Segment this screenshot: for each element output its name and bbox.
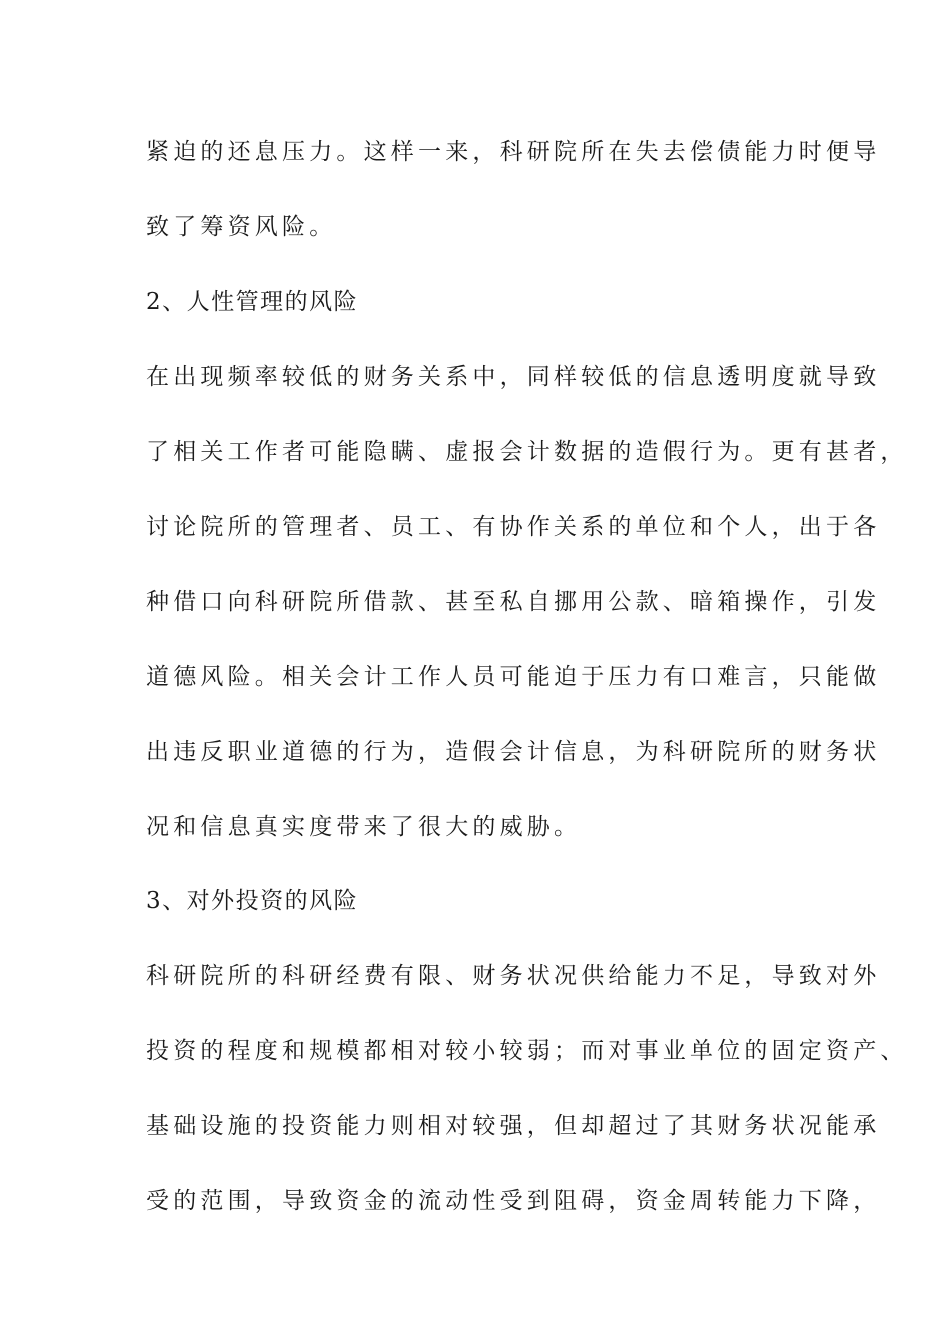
paragraph-line: 况和信息真实度带来了很大的威胁。 (146, 814, 582, 840)
paragraph-line: 投资的程度和规模都相对较小较弱；而对事业单位的固定资产、 (146, 1038, 908, 1064)
paragraph-line: 受的范围，导致资金的流动性受到阻碍，资金周转能力下降， (146, 1188, 881, 1214)
paragraph-line: 紧迫的还息压力。这样一来，科研院所在失去偿债能力时便导 (146, 139, 881, 165)
paragraph-line: 道德风险。相关会计工作人员可能迫于压力有口难言，只能做 (146, 664, 881, 690)
paragraph-line: 讨论院所的管理者、员工、有协作关系的单位和个人，出于各 (146, 514, 881, 540)
paragraph-line: 了相关工作者可能隐瞒、虚报会计数据的造假行为。更有甚者， (146, 439, 908, 465)
section-heading: 3、对外投资的风险 (146, 888, 359, 914)
paragraph-line: 基础设施的投资能力则相对较强，但却超过了其财务状况能承 (146, 1113, 881, 1139)
paragraph-line: 致了筹资风险。 (146, 214, 337, 240)
paragraph-line: 科研院所的科研经费有限、财务状况供给能力不足，导致对外 (146, 963, 881, 989)
paragraph-line: 种借口向科研院所借款、甚至私自挪用公款、暗箱操作，引发 (146, 589, 881, 615)
paragraph-line: 出违反职业道德的行为，造假会计信息，为科研院所的财务状 (146, 739, 881, 765)
paragraph-line: 在出现频率较低的财务关系中，同样较低的信息透明度就导致 (146, 364, 881, 390)
section-heading: 2、人性管理的风险 (146, 289, 359, 315)
